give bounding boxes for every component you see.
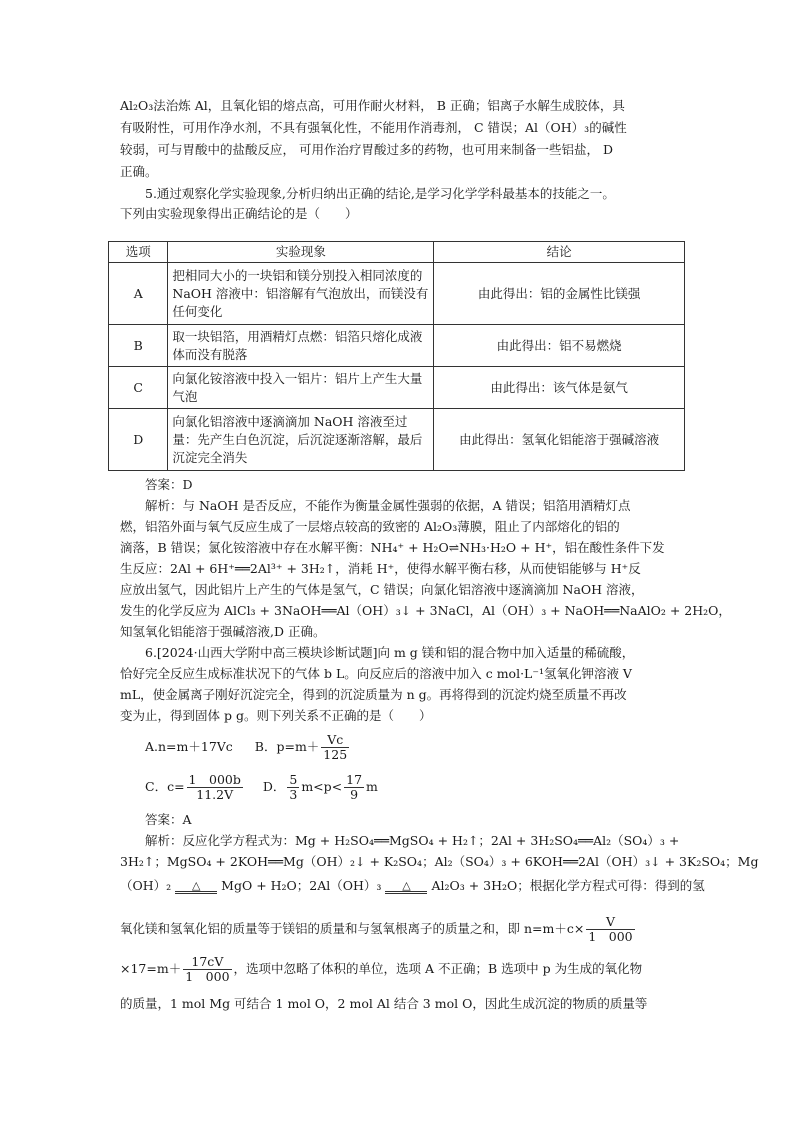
question-stem: 恰好完全反应生成标准状况下的气体 b L。向反应后的溶液中加入 c mol·L⁻¹氢氧化钾溶液 V <box>120 666 632 681</box>
table-cell: C <box>109 367 168 409</box>
fraction: $\frac{5}{3}$ <box>289 772 298 802</box>
analysis-line: 解析：与 NaOH 是否反应，不能作为衡量金属性强弱的依据，A 错误；铝箔用酒精灯点 <box>145 498 631 513</box>
analysis-line <box>120 952 680 986</box>
table-cell: 向氯化铵溶液中投入一铝片：铝片上产生大量气泡 <box>168 367 434 409</box>
answer: 答案：D <box>145 477 193 492</box>
table-cell: 把相同大小的一块铝和镁分别投入相同浓度的 NaOH 溶液中：铝溶解有气泡放出，而镁没有任何变化 <box>168 263 434 325</box>
table-header-row <box>109 242 685 263</box>
analysis-line: 3H₂↑；MgSO₄ + 2KOH══Mg（OH）₂↓ + K₂SO₄；Al₂（SO₄）₃ + 6KOH══2Al（OH）₃↓ + 3K₂SO₄；Mg <box>120 854 759 869</box>
analysis-line <box>120 872 705 900</box>
analysis-line: 知氢氧化铝能溶于强碱溶液,D 正确。 <box>120 624 326 639</box>
question-stem: 变为止，得到固体 p g。则下列关系不正确的是（ ） <box>120 708 432 723</box>
analysis-line: 解析：反应化学方程式为：Mg + H₂SO₄══MgSO₄ + H₂↑；2Al + 3H₂SO₄══Al₂（SO₄）₃ + <box>145 833 680 848</box>
text-line: Al₂O₃法治炼 Al，且氧化铝的熔点高，可用作耐火材料， B 正确；铝离子水解生成胶体，具 <box>120 98 625 113</box>
options-ab <box>145 732 705 762</box>
fraction: $\frac{1 000b}{11.2V}$ <box>188 772 241 802</box>
option-d-text: m <box>366 779 378 794</box>
question-stem: 下列由实验现象得出正确结论的是（ ） <box>120 206 358 221</box>
option-d-text: m<p< <box>301 779 343 794</box>
table-cell: 由此得出：铝不易燃烧 <box>434 325 685 367</box>
table-cell: 由此得出：该气体是氨气 <box>434 367 685 409</box>
fraction: $\frac{17cV}{1 000}$ <box>185 954 230 984</box>
option-c-label: C．c= <box>145 779 185 794</box>
table-row <box>109 367 685 409</box>
analysis-text: MgO + H₂O；2Al（OH）₃ <box>221 878 382 893</box>
table-header: 选项 <box>109 242 168 263</box>
table-cell: 向氯化铝溶液中逐滴滴加 NaOH 溶液至过量：先产生白色沉淀，后沉淀逐渐溶解，最后沉淀完全消失 <box>168 409 434 471</box>
answer: 答案：A <box>145 812 192 827</box>
analysis-text: ×17=m＋ <box>120 961 182 976</box>
options-cd <box>145 772 705 802</box>
heat-condition: △ <box>385 880 427 894</box>
analysis-line: 应放出氢气，因此铝片上产生的气体是氢气，C 错误；向氯化铝溶液中逐滴滴加 NaOH 溶液， <box>120 582 644 597</box>
text-line: 有吸附性，可用作净水剂，不具有强氧化性，不能用作消毒剂， C 错误；Al（OH）₃的碱性 <box>120 120 627 135</box>
table-row <box>109 409 685 471</box>
analysis-text: Al₂O₃ + 3H₂O；根据化学方程式可得：得到的氢 <box>431 878 705 893</box>
table-cell: D <box>109 409 168 471</box>
analysis-line: 的质量，1 mol Mg 可结合 1 mol O，2 mol Al 结合 3 mol O，因此生成沉淀的物质的质量等 <box>120 996 648 1011</box>
text-line: 正确。 <box>120 164 158 179</box>
analysis-line <box>120 912 680 946</box>
option-d-label: D． <box>262 779 286 794</box>
option-a: A.n=m＋17Vc <box>145 739 233 754</box>
question-stem: 6.[2024·山西大学附中高三模块诊断试题]向 m g 镁和铝的混合物中加入适量的稀硫酸， <box>145 645 635 660</box>
analysis-line: 生反应：2Al + 6H⁺══2Al³⁺ + 3H₂↑，消耗 H⁺，使得水解平衡右移，从而使铝能够与 H⁺反 <box>120 561 641 576</box>
table-header: 实验现象 <box>168 242 434 263</box>
table-cell: 由此得出：氢氧化铝能溶于强碱溶液 <box>434 409 685 471</box>
analysis-line: 燃，铝箔外面与氧气反应生成了一层熔点较高的致密的 Al₂O₃薄膜，阻止了内部熔化的铝的 <box>120 519 620 534</box>
table-cell: B <box>109 325 168 367</box>
table-row <box>109 263 685 325</box>
fraction: $\frac{V}{1 000}$ <box>588 914 633 944</box>
heat-condition: △ <box>175 880 217 894</box>
table-cell: 由此得出：铝的金属性比镁强 <box>434 263 685 325</box>
analysis-text: （OH）₂ <box>120 878 172 893</box>
table-header: 结论 <box>434 242 685 263</box>
option-b-label: B．p=m＋ <box>254 739 320 754</box>
fraction: $\frac{Vc}{125}$ <box>323 732 348 762</box>
analysis-text: ，选项中忽略了体积的单位，选项 A 不正确；B 选项中 p 为生成的氧化物 <box>233 961 643 976</box>
question-stem: 5.通过观察化学实验现象,分析归纳出正确的结论,是学习化学学科最基本的技能之一。 <box>145 186 615 201</box>
analysis-text: 氧化镁和氢氧化铝的质量等于镁铝的质量和与氢氧根离子的质量之和，即 n=m＋c× <box>120 921 585 936</box>
table-cell: A <box>109 263 168 325</box>
analysis-line: 发生的化学反应为 AlCl₃ + 3NaOH══Al（OH）₃↓ + 3NaCl，Al（OH）₃ + NaOH══NaAlO₂ + 2H₂O， <box>120 603 731 618</box>
table-cell: 取一块铝箔，用酒精灯点燃：铝箔只熔化成液体而没有脱落 <box>168 325 434 367</box>
text-line: 较弱，可与胃酸中的盐酸反应， 可用作治疗胃酸过多的药物，也可用来制备一些铝盐， D <box>120 142 613 157</box>
analysis-line: 滴落，B 错误；氯化铵溶液中存在水解平衡：NH₄⁺ + H₂O⇌NH₃·H₂O + H⁺，铝在酸性条件下发 <box>120 540 665 555</box>
options-table <box>108 241 685 471</box>
table-row <box>109 325 685 367</box>
question-stem: mL，使金属离子刚好沉淀完全，得到的沉淀质量为 n g。再将得到的沉淀灼烧至质量不再改 <box>120 687 627 702</box>
fraction: $\frac{17}{9}$ <box>346 772 363 802</box>
